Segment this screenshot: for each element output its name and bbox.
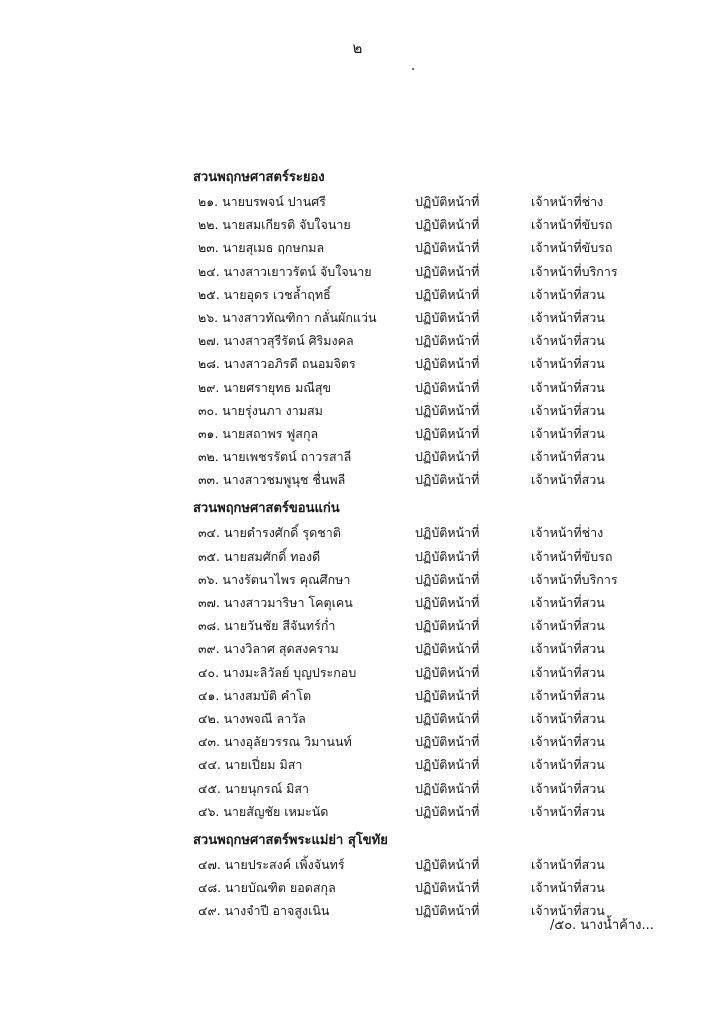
staff-row: [193, 730, 623, 753]
staff-row: [193, 521, 623, 544]
staff-row: [193, 213, 623, 236]
staff-duty: ปฏิบัติหน้าที่: [415, 710, 480, 726]
staff-row: [193, 468, 623, 491]
staff-row: [193, 283, 623, 306]
staff-name: ๔๘. นายบัณฑิต ยอดสกุล: [198, 880, 336, 896]
staff-row: [193, 777, 623, 800]
staff-row: [193, 306, 623, 329]
staff-row: [193, 445, 623, 468]
staff-position: เจ้าหน้าที่สวน: [531, 880, 605, 896]
staff-name: ๓๙. นางวิลาศ สุดสงคราม: [198, 641, 339, 657]
section-title: สวนพฤกษศาสตร์พระแม่ย่า สุโขทัย: [193, 832, 388, 848]
staff-position: เจ้าหน้าที่สวน: [531, 333, 605, 349]
staff-row: [193, 876, 623, 899]
staff-position: เจ้าหน้าที่ขับรถ: [531, 217, 613, 233]
staff-duty: ปฏิบัติหน้าที่: [415, 757, 480, 773]
staff-position: เจ้าหน้าที่ขับรถ: [531, 548, 613, 564]
staff-duty: ปฏิบัติหน้าที่: [415, 425, 480, 441]
section-rayong: [193, 166, 623, 491]
staff-position: เจ้าหน้าที่สวน: [531, 595, 605, 610]
section-sukhothai: [193, 829, 623, 923]
staff-duty: ปฏิบัติหน้าที่: [415, 618, 480, 634]
staff-row: [193, 684, 623, 707]
staff-duty: ปฏิบัติหน้าที่: [415, 402, 480, 418]
staff-name: ๔๓. นางอุลัยวรรณ วิมานนท์: [198, 734, 352, 750]
staff-name: ๔๗. นายประสงค์ เพิ้งจันทร์: [198, 856, 345, 872]
staff-name: ๓๕. นายสมศักดิ์ ทองดี: [198, 548, 321, 564]
staff-name: ๓๓. นางสาวชมพูนุช ชื่นพลี: [198, 472, 346, 488]
staff-position: เจ้าหน้าที่สวน: [531, 757, 605, 773]
staff-row: [193, 753, 623, 776]
staff-name: ๓๔. นายดำรงศักดิ์ รุดชาติ: [198, 525, 341, 541]
staff-duty: ปฏิบัติหน้าที่: [415, 286, 480, 302]
staff-position: เจ้าหน้าที่สวน: [531, 710, 605, 726]
staff-name: ๓๒. นายเพชรรัตน์ ถาวรสาลี: [198, 449, 352, 465]
staff-name: ๒๘. นางสาวอภิรดี ถนอมจิตร: [198, 356, 356, 372]
staff-duty: ปฏิบัติหน้าที่: [415, 880, 480, 896]
staff-row: [193, 376, 623, 399]
staff-position: เจ้าหน้าที่สวน: [531, 803, 605, 819]
staff-duty: ปฏิบัติหน้าที่: [415, 803, 480, 819]
staff-list: [193, 166, 623, 922]
staff-name: ๔๑. นางสมบัติ คำโต: [198, 687, 312, 703]
staff-position: เจ้าหน้าที่สวน: [531, 618, 605, 634]
staff-name: ๓๗. นางสาวมาริษา โคตุเคน: [198, 595, 353, 610]
staff-row: [193, 236, 623, 259]
staff-position: เจ้าหน้าที่สวน: [531, 472, 605, 488]
staff-row: [193, 545, 623, 568]
staff-row: [193, 329, 623, 352]
staff-name: ๒๗. นางสาวสุรีรัตน์ ศิริมงคล: [198, 333, 354, 349]
staff-duty: ปฏิบัติหน้าที่: [415, 664, 480, 680]
staff-duty: ปฏิบัติหน้าที่: [415, 525, 480, 541]
staff-position: เจ้าหน้าที่สวน: [531, 903, 605, 919]
staff-duty: ปฏิบัติหน้าที่: [415, 472, 480, 488]
staff-position: เจ้าหน้าที่สวน: [531, 687, 605, 703]
staff-position: เจ้าหน้าที่สวน: [531, 379, 605, 395]
staff-duty: ปฏิบัติหน้าที่: [415, 780, 480, 796]
staff-position: เจ้าหน้าที่ช่าง: [531, 525, 604, 541]
section-khon-kaen: [193, 497, 623, 822]
staff-duty: ปฏิบัติหน้าที่: [415, 194, 480, 209]
staff-position: เจ้าหน้าที่สวน: [531, 780, 605, 796]
section-title: สวนพฤกษศาสตร์ระยอง: [193, 170, 325, 185]
staff-position: เจ้าหน้าที่บริการ: [531, 571, 618, 587]
staff-position: เจ้าหน้าที่สวน: [531, 309, 605, 325]
staff-duty: ปฏิบัติหน้าที่: [415, 571, 480, 587]
staff-name: ๒๖. นางสาวทัณฑิกา กลั่นผักแว่น: [198, 309, 377, 325]
staff-row: [193, 260, 623, 283]
scan-speck: [412, 68, 414, 70]
staff-duty: ปฏิบัติหน้าที่: [415, 687, 480, 703]
page-number: ๒: [352, 39, 363, 57]
staff-name: ๓๖. นางรัตนาไพร คุณศึกษา: [198, 571, 351, 587]
staff-duty: ปฏิบัติหน้าที่: [415, 449, 480, 465]
staff-name: ๒๓. นายสุเมธ ฤกษกมล: [198, 240, 325, 256]
staff-duty: ปฏิบัติหน้าที่: [415, 217, 480, 233]
staff-row: [193, 568, 623, 591]
section-title: สวนพฤกษศาสตร์ขอนแก่น: [193, 501, 340, 517]
staff-row: [193, 853, 623, 876]
staff-row: [193, 637, 623, 660]
staff-position: เจ้าหน้าที่สวน: [531, 856, 605, 872]
staff-name: ๒๕. นายอุดร เวชล้ำฤทธิ์: [198, 286, 331, 302]
staff-duty: ปฏิบัติหน้าที่: [415, 548, 480, 564]
staff-position: เจ้าหน้าที่บริการ: [531, 263, 618, 279]
staff-name: ๓๘. นายวันชัย สีจันทร์ก่ำ: [198, 618, 336, 634]
staff-duty: ปฏิบัติหน้าที่: [415, 641, 480, 657]
staff-position: เจ้าหน้าที่สวน: [531, 402, 605, 418]
staff-position: เจ้าหน้าที่สวน: [531, 641, 605, 657]
staff-duty: ปฏิบัติหน้าที่: [415, 333, 480, 349]
staff-name: ๔๙. นางจำปี อาจสูงเนิน: [198, 903, 330, 919]
staff-row: [193, 661, 623, 684]
staff-row: [193, 422, 623, 445]
staff-name: ๒๙. นายศรายุทธ มณีสุข: [198, 379, 332, 395]
staff-row: [193, 800, 623, 823]
staff-position: เจ้าหน้าที่สวน: [531, 286, 605, 302]
staff-row: [193, 352, 623, 375]
staff-name: ๒๔. นางสาวเยาวรัตน์ จับใจนาย: [198, 263, 372, 279]
staff-duty: ปฏิบัติหน้าที่: [415, 379, 480, 395]
staff-row: [193, 591, 623, 614]
staff-duty: ปฏิบัติหน้าที่: [415, 356, 480, 372]
staff-position: เจ้าหน้าที่สวน: [531, 734, 605, 750]
staff-duty: ปฏิบัติหน้าที่: [415, 309, 480, 325]
staff-duty: ปฏิบัติหน้าที่: [415, 734, 480, 750]
staff-duty: ปฏิบัติหน้าที่: [415, 595, 480, 610]
staff-row: [193, 614, 623, 637]
staff-name: ๓๐. นายรุ่งนภา งามสม: [198, 402, 323, 418]
staff-name: ๓๑. นายสถาพร ฟูสกุล: [198, 425, 319, 441]
staff-position: เจ้าหน้าที่สวน: [531, 664, 605, 680]
staff-position: เจ้าหน้าที่ขับรถ: [531, 240, 613, 256]
staff-position: เจ้าหน้าที่สวน: [531, 356, 605, 372]
staff-duty: ปฏิบัติหน้าที่: [415, 856, 480, 872]
staff-row: [193, 399, 623, 422]
staff-row: [193, 190, 623, 213]
staff-name: ๒๒. นายสมเกียรติ จับใจนาย: [198, 217, 351, 233]
staff-name: ๒๑. นายบรพจน์ ปานศรี: [198, 194, 326, 209]
staff-position: เจ้าหน้าที่ช่าง: [531, 194, 604, 209]
staff-position: เจ้าหน้าที่สวน: [531, 425, 605, 441]
staff-duty: ปฏิบัติหน้าที่: [415, 263, 480, 279]
continuation-note: /๕๐. นางน้ำค้าง...: [550, 918, 654, 933]
staff-position: เจ้าหน้าที่สวน: [531, 449, 605, 465]
staff-row: [193, 707, 623, 730]
staff-name: ๔๒. นางพจณี ลาวัล: [198, 710, 306, 726]
staff-duty: ปฏิบัติหน้าที่: [415, 903, 480, 919]
staff-duty: ปฏิบัติหน้าที่: [415, 240, 480, 256]
staff-name: ๔๔. นายเปี่ยม มิสา: [198, 757, 303, 773]
staff-name: ๔๐. นางมะลิวัลย์ บุญประกอบ: [198, 664, 357, 680]
staff-name: ๔๖. นายสัญชัย เหมะนัด: [198, 803, 329, 819]
staff-name: ๔๕. นายนุกรณ์ มิสา: [198, 780, 310, 796]
